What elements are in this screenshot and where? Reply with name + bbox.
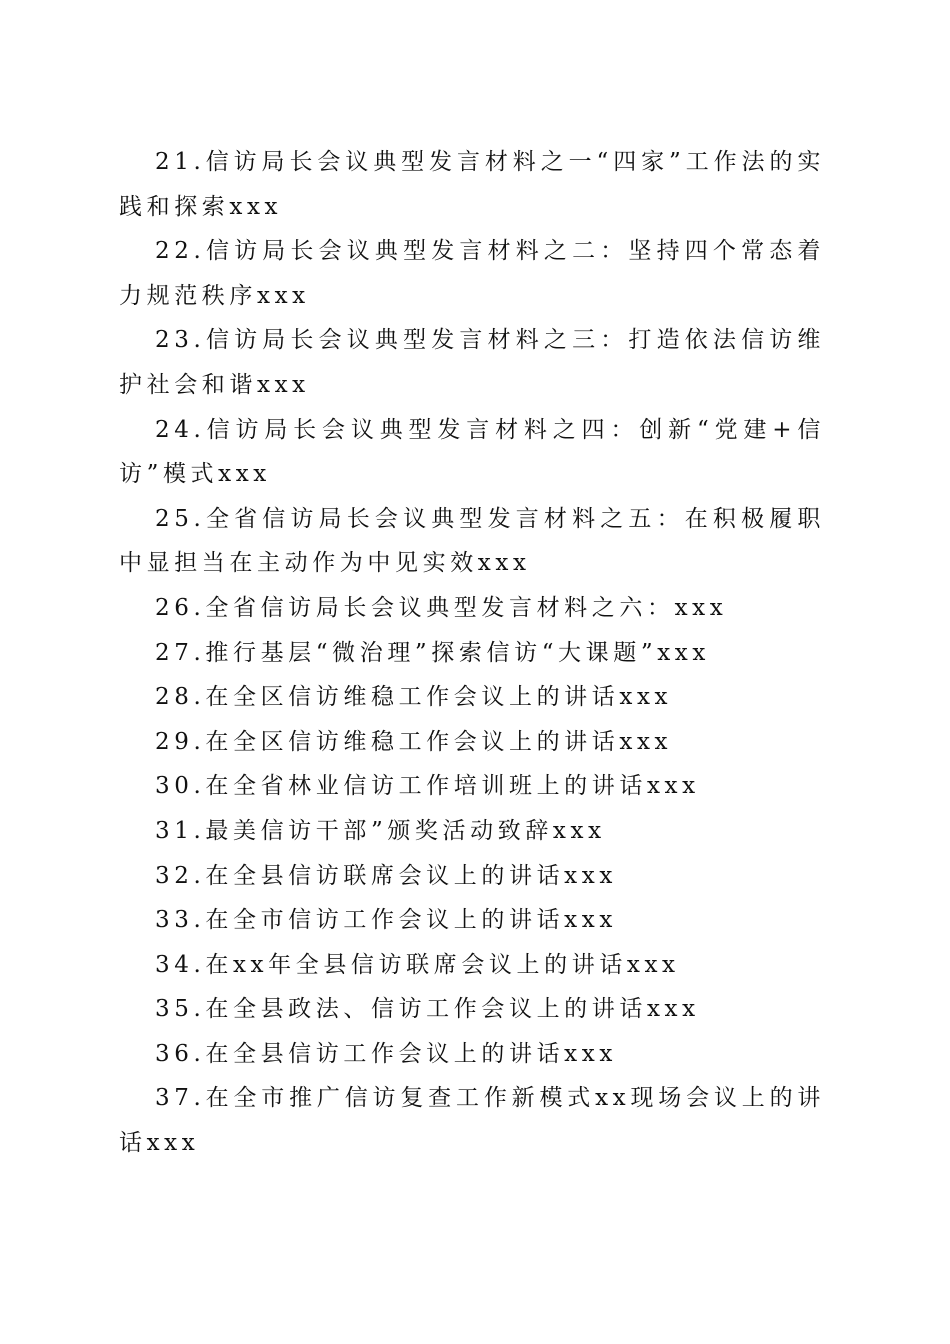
list-item: 37.在全市推广信访复查工作新模式xx现场会议上的讲话xxx [119,1085,825,1157]
list-item: 25.全省信访局长会议典型发言材料之五：在积极履职中显担当在主动作为中见实效xxx [119,505,825,577]
list-item: 34.在xx年全县信访联席会议上的讲话xxx [155,951,680,978]
document-list [119,140,825,1166]
list-item: 28.在全区信访维稳工作会议上的讲话xxx [155,684,673,711]
list-item: 29.在全区信访维稳工作会议上的讲话xxx [155,728,673,755]
list-item: 36.在全县信访工作会议上的讲话xxx [155,1040,617,1067]
list-item: 26.全省信访局长会议典型发言材料之六：xxx [155,594,728,621]
list-item: 27.推行基层“微治理”探索信访“大课题”xxx [155,639,710,666]
list-item: 33.在全市信访工作会议上的讲话xxx [155,907,617,934]
list-item: 32.在全县信访联席会议上的讲话xxx [155,862,617,889]
list-item: 21.信访局长会议典型发言材料之一“四家”工作法的实践和探索xxx [119,149,825,220]
list-item: 24.信访局长会议典型发言材料之四：创新“党建+信访”模式xxx [119,416,825,488]
list-item: 22.信访局长会议典型发言材料之二：坚持四个常态着力规范秩序xxx [119,238,825,309]
list-item: 23.信访局长会议典型发言材料之三：打造依法信访维护社会和谐xxx [119,327,825,398]
list-item: 35.在全县政法、信访工作会议上的讲话xxx [155,996,700,1023]
list-item: 30.在全省林业信访工作培训班上的讲话xxx [155,773,700,800]
list-item: 31.最美信访干部”颁奖活动致辞xxx [155,817,606,844]
